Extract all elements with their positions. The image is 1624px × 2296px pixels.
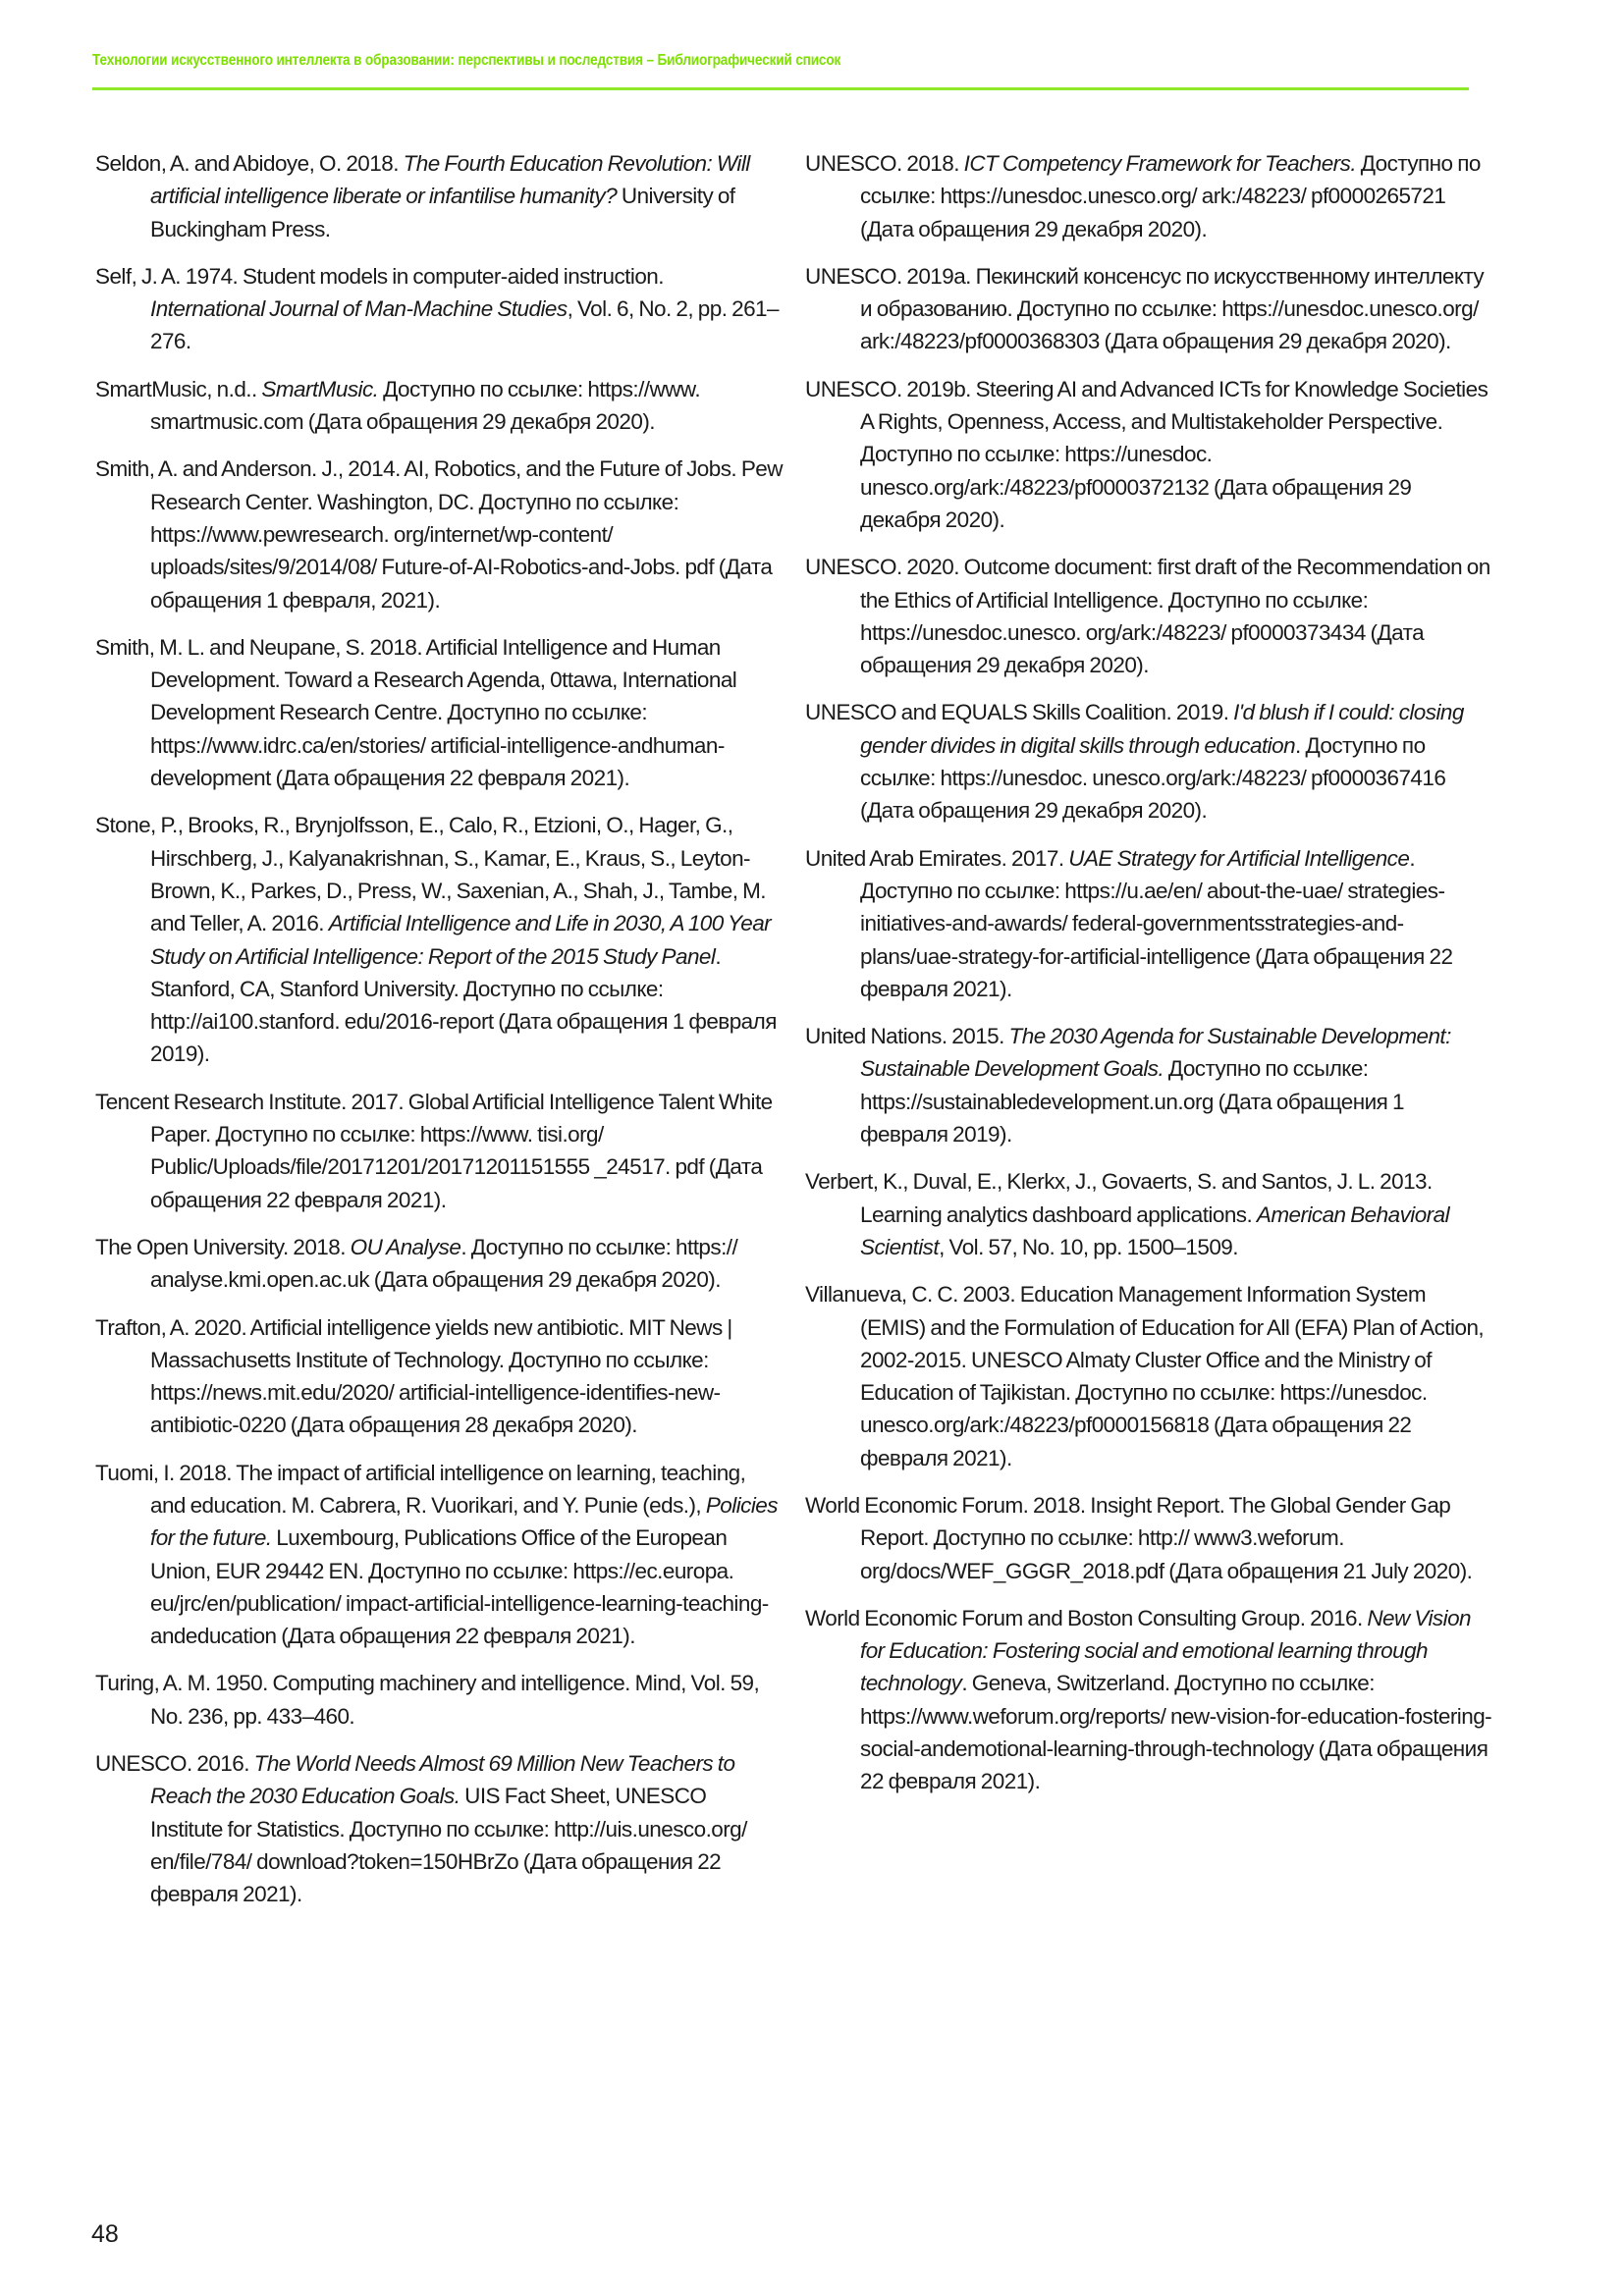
reference-entry (805, 260, 1492, 358)
reference-text: Tuomi, I. 2018. The impact of artificial intelligence on learning, teaching, and education. M. Cabrera, R. Vuorikari, and Y. Punie (eds.), (95, 1460, 746, 1518)
reference-title-italic: International Journal of Man-Machine Studies (150, 296, 568, 322)
reference-text: Доступно по ссылке: https://www. smartmusic.com (Дата обращения 29 декабря 2020). (150, 376, 701, 435)
reference-text: Verbert, K., Duval, E., Klerkx, J., Govaerts, S. and Santos, J. L. 2013. Learning analytics dashboard applications. (805, 1169, 1433, 1227)
reference-text: Seldon, A. and Abidoye, O. 2018. (95, 151, 404, 176)
reference-title-italic: SmartMusic. (261, 376, 379, 401)
reference-entry (95, 1747, 783, 1910)
reference-text: UNESCO. 2016. (95, 1751, 254, 1777)
reference-text: United Nations. 2015. (805, 1024, 1009, 1049)
reference-text: . Доступно по ссылке: https:// analyse.kmi.open.ac.uk (Дата обращения 29 декабря 2020). (150, 1234, 738, 1293)
reference-entry (95, 1457, 783, 1653)
reference-text: Tencent Research Institute. 2017. Global Artificial Intelligence Talent White Paper. Доступно по ссылке: https://www. tisi.org/ Public/Uploads/file/20171201/20171201151555 _24517. pdf (Дата обращения 22 февраля 2021). (95, 1089, 773, 1212)
reference-text: SmartMusic, n.d.. (95, 376, 262, 401)
reference-title-italic: American Behavioral Scientist (860, 1201, 1450, 1259)
reference-text: World Economic Forum and Boston Consulting Group. 2016. (805, 1605, 1368, 1630)
reference-entry (95, 1311, 783, 1442)
reference-text: United Arab Emirates. 2017. (805, 845, 1069, 871)
reference-entry (805, 1278, 1492, 1474)
reference-entry (805, 147, 1492, 245)
reference-text: Доступно по ссылке: https://sustainabledevelopment.un.org (Дата обращения 1 февраля 2019). (860, 1056, 1404, 1148)
reference-text: UNESCO. 2018. (805, 151, 964, 176)
reference-title-italic: I'd blush if I could: closing gender divides in digital skills through education (860, 700, 1464, 758)
reference-entry (95, 1231, 783, 1297)
reference-title-italic: Policies for the future. (150, 1492, 778, 1551)
reference-text: Smith, A. and Anderson. J., 2014. AI, Robotics, and the Future of Jobs. Pew Research Center. Washington, DC. Доступно по ссылке: https://www.pewresearch. org/internet/wp-content/ uploads/sites/9/2014/08/ Future-of-AI-Robotics-and-Jobs. pdf (Дата обращения 1 февраля, 2021). (95, 456, 783, 613)
reference-text: Trafton, A. 2020. Artificial intelligence yields new antibiotic. MIT News | Massachusetts Institute of Technology. Доступно по ссылке: https://news.mit.edu/2020/ artificial-intelligence-identifies-new-antibiotic-0220 (Дата обращения 28 декабря 2020). (95, 1314, 732, 1438)
reference-text: University of Buckingham Press. (150, 184, 735, 241)
reference-title-italic: The 2030 Agenda for Sustainable Development: Sustainable Development Goals. (860, 1024, 1451, 1082)
running-header: Технологии искусственного интеллекта в образовании: перспективы и последствия – Библиографический список (92, 52, 841, 69)
reference-entry (805, 1165, 1492, 1263)
reference-title-italic: ICT Competency Framework for Teachers. (963, 151, 1357, 176)
reference-entry (95, 260, 783, 358)
reference-title-italic: Artificial Intelligence and Life in 2030, A 100 Year Study on Artificial Intelligence: Report of the 2015 Study Panel (150, 911, 772, 969)
reference-entry (805, 696, 1492, 827)
reference-text: Доступно по ссылке: https://unesdoc.unesco.org/ ark:/48223/ pf0000265721 (Дата обращения 29 декабря 2020). (860, 151, 1481, 241)
reference-text: . Доступно по ссылке: https://unesdoc. unesco.org/ark:/48223/ pf0000367416 (Дата обращения 29 декабря 2020). (860, 732, 1446, 824)
bibliography-left-column (95, 147, 783, 1926)
reference-text: UIS Fact Sheet, UNESCO Institute for Statistics. Доступно по ссылке: http://uis.unesco.org/ en/file/784/ download?token=150HBrZo (Дата обращения 22 февраля 2021). (150, 1784, 747, 1907)
reference-text: , Vol. 6, No. 2, pp. 261–276. (150, 296, 779, 354)
reference-title-italic: UAE Strategy for Artificial Intelligence (1068, 845, 1410, 871)
reference-title-italic: OU Analyse (350, 1234, 461, 1259)
reference-text: UNESCO. 2019b. Steering AI and Advanced ICTs for Knowledge Societies A Rights, Openness, Access, and Multistakeholder Perspective. Доступно по ссылке: https://unesdoc. unesco.org/ark:/48223/pf0000372132 (Дата обращения 29 декабря 2020). (805, 376, 1489, 532)
page-number: 48 (91, 2220, 119, 2248)
reference-entry (805, 373, 1492, 536)
reference-text: . Geneva, Switzerland. Доступно по ссылке: https://www.weforum.org/reports/ new-vision-for-education-fostering-social-andemotional-learning-through-technology (Дата обращения 22 февраля 2021). (860, 1671, 1492, 1794)
reference-text: Villanueva, C. C. 2003. Education Management Information System (EMIS) and the Formulation of Education for All (EFA) Plan of Action, 2002-2015. UNESCO Almaty Cluster Office and the Ministry of Education of Tajikistan. Доступно по ссылке: https://unesdoc. unesco.org/ark:/48223/pf0000156818 (Дата обращения 22 февраля 2021). (805, 1282, 1485, 1470)
reference-entry (95, 453, 783, 615)
reference-title-italic: New Vision for Education: Fostering social and emotional learning through technology (860, 1605, 1471, 1696)
reference-text: Luxembourg, Publications Office of the European Union, EUR 29442 EN. Доступно по ссылке: https://ec.europa. eu/jrc/en/publication/ impact-artificial-intelligence-learning-teaching-andeducation (Дата обращения 22 февраля 2021). (150, 1525, 769, 1649)
header-divider (92, 87, 1469, 90)
reference-text: . Stanford, CA, Stanford University. Доступно по ссылке: http://ai100.stanford. edu/2016-report (Дата обращения 1 февраля 2019). (150, 943, 777, 1067)
reference-text: Self, J. A. 1974. Student models in computer-aided instruction. (95, 263, 664, 289)
reference-text: UNESCO and EQUALS Skills Coalition. 2019. (805, 700, 1234, 725)
reference-text: World Economic Forum. 2018. Insight Report. The Global Gender Gap Report. Доступно по ссылке: http:// www3.weforum. org/docs/WEF_GGGR_2018.pdf (Дата обращения 21 July 2020). (805, 1492, 1473, 1583)
reference-entry (95, 1667, 783, 1733)
reference-title-italic: The World Needs Almost 69 Million New Teachers to Reach the 2030 Education Goals. (150, 1751, 735, 1809)
reference-text: UNESCO. 2020. Outcome document: first draft of the Recommendation on the Ethics of Artificial Intelligence. Доступно по ссылке: https://unesdoc.unesco. org/ark:/48223/ pf0000373434 (Дата обращения 29 декабря 2020). (805, 555, 1490, 678)
reference-text: Stone, P., Brooks, R., Brynjolfsson, E., Calo, R., Etzioni, O., Hager, G., Hirschberg, J., Kalyanakrishnan, S., Kamar, E., Kraus, S., Leyton-Brown, K., Parkes, D., Press, W., Saxenian, A., Shah, J., Tambe, M. and Teller, A. 2016. (95, 813, 767, 936)
reference-entry (95, 631, 783, 794)
reference-entry (95, 373, 783, 439)
reference-text: UNESCO. 2019a. Пекинский консенсус по искусственному интеллекту и образованию. Доступно по ссылке: https://unesdoc.unesco.org/ ark:/48223/pf0000368303 (Дата обращения 29 декабря 2020). (805, 263, 1485, 354)
reference-entry (805, 1020, 1492, 1150)
reference-entry (805, 842, 1492, 1005)
reference-entry (95, 147, 783, 245)
reference-entry (805, 1489, 1492, 1587)
bibliography-right-column (805, 147, 1492, 1813)
reference-text: The Open University. 2018. (95, 1234, 351, 1259)
reference-title-italic: The Fourth Education Revolution: Will artificial intelligence liberate or infantilise humanity? (150, 151, 750, 209)
reference-entry (95, 809, 783, 1070)
reference-entry (95, 1086, 783, 1216)
reference-text: Smith, M. L. and Neupane, S. 2018. Artificial Intelligence and Human Development. Toward a Research Agenda, 0ttawa, International Development Research Centre. Доступно по ссылке: https://www.idrc.ca/en/stories/ artificial-intelligence-andhuman-development (Дата обращения 22 февраля 2021). (95, 634, 737, 791)
reference-text: , Vol. 57, No. 10, pp. 1500–1509. (939, 1234, 1238, 1259)
reference-entry (805, 551, 1492, 681)
reference-text: Turing, A. M. 1950. Computing machinery and intelligence. Mind, Vol. 59, No. 236, pp. 433–460. (95, 1671, 760, 1729)
reference-entry (805, 1602, 1492, 1798)
reference-text: . Доступно по ссылке: https://u.ae/en/ about-the-uae/ strategies-initiatives-and-awards/ federal-governmentsstrategies-and-plans/uae-strategy-for-artificial-intelligence (Дата обращения 22 февраля 2021). (860, 845, 1453, 1001)
